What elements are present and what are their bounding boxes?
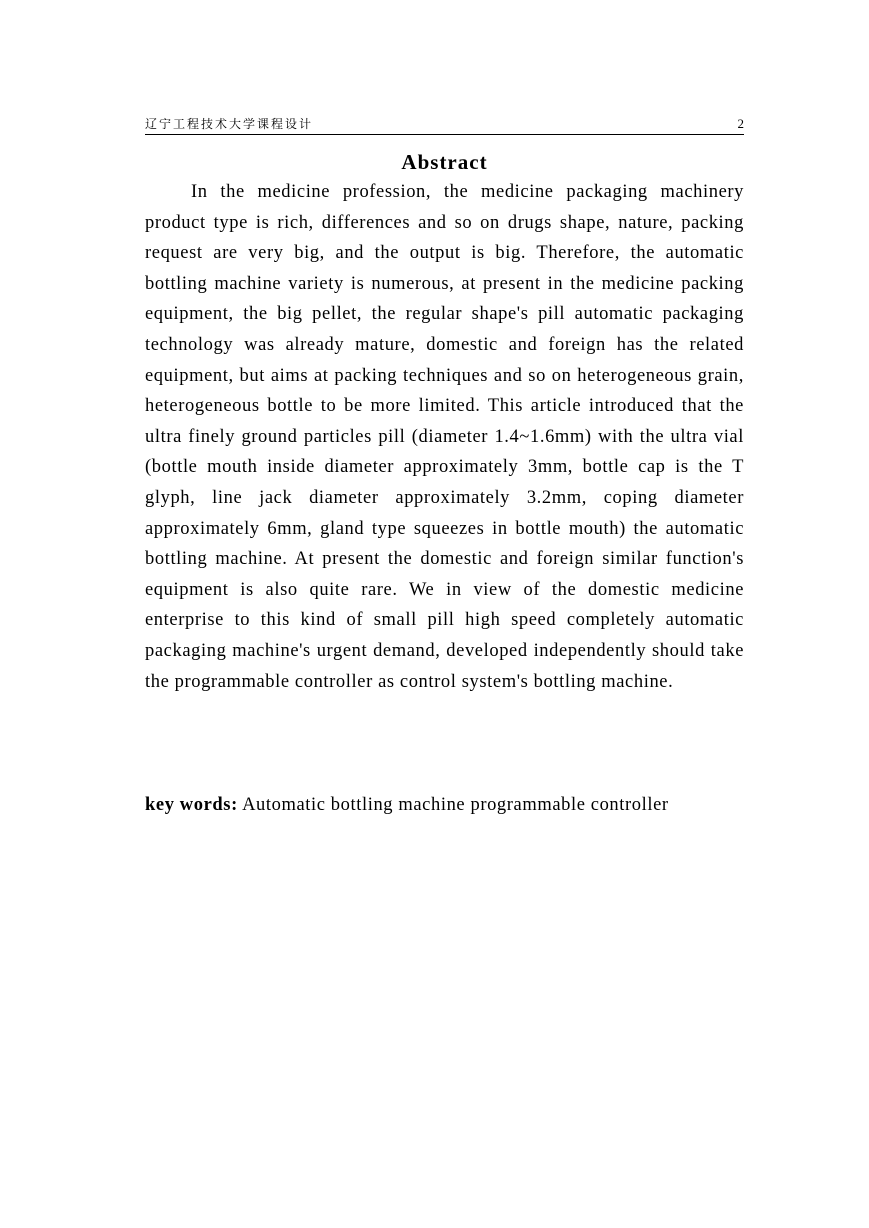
page-number: 2 [737,116,744,131]
abstract-heading: Abstract [401,150,488,174]
keywords-label: key words: [145,795,238,815]
header-title: 辽宁工程技术大学课程设计 [145,117,314,131]
keywords-text: Automatic bottling machine programmable controller [242,795,669,815]
abstract-paragraph: In the medicine profession, the medicine packaging machinery product type is rich, differences and so on drugs shape, nature, packing request are very big, and the output is big. Therefore, the automatic bottling machine variety is numerous, at present in the medicine packing equipment, the big pellet, the regular shape's pill automatic packaging technology was already mature, domestic and foreign has the related equipment, but aims at packing techniques and so on heterogeneous grain, heterogeneous bottle to be more limited. This article introduced that the ultra finely ground particles pill (diameter 1.4~1.6mm) with the ultra vial (bottle mouth inside diameter approximately 3mm, bottle cap is the T glyph, line jack diameter approximately 3.2mm, coping diameter approximately 6mm, gland type squeezes in bottle mouth) the automatic bottling machine. At present the domestic and foreign similar function's equipment is also quite rare. We in view of the domestic medicine enterprise to this kind of small pill high speed completely automatic packaging machine's urgent demand, developed independently should take the programmable controller as control system's bottling machine. [145,182,744,692]
page-header [145,116,744,135]
keywords-line [145,790,744,821]
